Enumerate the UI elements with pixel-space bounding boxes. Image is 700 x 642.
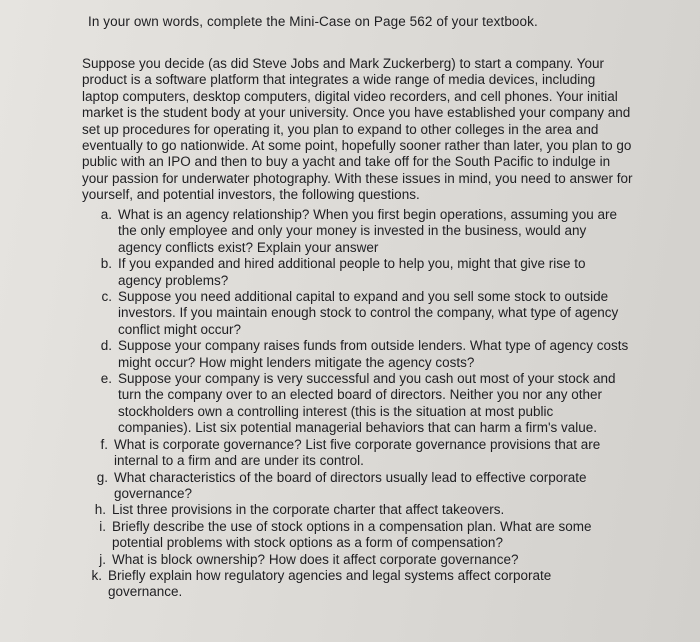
question-j xyxy=(82,552,692,568)
question-line: What is an agency relationship? When you first begin operations, assuming you are xyxy=(118,207,618,222)
question-text xyxy=(112,552,692,568)
question-b xyxy=(82,256,692,289)
instruction-heading: In your own words, complete the Mini-Case on Page 562 of your textbook. xyxy=(88,14,538,29)
question-list xyxy=(82,207,692,601)
question-line: agency conflicts exist? Explain your answer xyxy=(118,239,379,255)
question-line: investors. If you maintain enough stock to control the company, what type of agency xyxy=(118,305,619,321)
question-a xyxy=(82,207,692,256)
question-f xyxy=(82,437,692,470)
question-letter: k. xyxy=(91,567,102,583)
question-text xyxy=(118,371,692,437)
question-k xyxy=(82,568,692,601)
question-line: turn the company over to an elected board of directors. Neither you nor any other xyxy=(118,387,603,403)
question-line: companies). List six potential managerial behaviors that can harm a firm's value. xyxy=(118,420,598,436)
question-line: What is block ownership? How does it affect corporate governance? xyxy=(112,551,519,567)
question-g xyxy=(82,470,692,503)
question-letter: c. xyxy=(101,289,112,305)
intro-line: laptop computers, desktop computers, digital video recorders, and cell phones. Your initial xyxy=(82,88,618,104)
question-e xyxy=(82,371,692,437)
question-line: stockholders own a controlling interest (this is the situation at most public xyxy=(118,403,554,419)
question-line: the only employee and only your money is invested in the business, would any xyxy=(118,223,587,239)
question-line: Briefly describe the use of stock options in a compensation plan. What are some xyxy=(112,518,592,534)
question-text xyxy=(118,256,692,289)
question-letter: e. xyxy=(100,371,112,387)
intro-line: set up procedures for operating it, you plan to expand to other colleges in the area and xyxy=(82,121,599,137)
question-letter: j. xyxy=(99,551,106,567)
question-line: conflict might occur? xyxy=(118,321,242,337)
question-c xyxy=(82,289,692,338)
question-letter: d. xyxy=(100,338,112,354)
question-text xyxy=(118,207,692,256)
question-line: List three provisions in the corporate charter that affect takeovers. xyxy=(112,502,505,518)
question-h xyxy=(82,502,692,518)
question-line: Suppose your company is very successful and you cash out most of your stock and xyxy=(118,371,616,387)
question-letter: b. xyxy=(100,256,112,272)
question-text xyxy=(112,519,692,552)
question-text xyxy=(118,289,692,338)
question-letter: f. xyxy=(100,436,108,452)
question-letter: g. xyxy=(96,469,108,485)
question-letter: h. xyxy=(94,502,106,518)
intro-line: Suppose you decide (as did Steve Jobs and Mark Zuckerberg) to start a company. Your xyxy=(82,56,605,71)
question-line: Suppose you need additional capital to expand and you sell some stock to outside xyxy=(118,289,609,305)
question-line: Briefly explain how regulatory agencies and legal systems affect corporate xyxy=(108,567,552,583)
question-line: internal to a firm and are under its control. xyxy=(114,453,364,469)
intro-line: your passion for underwater photography. With these issues in mind, you need to answer for xyxy=(82,170,633,186)
question-line: governance? xyxy=(114,485,193,501)
question-d xyxy=(82,338,692,371)
question-text xyxy=(112,502,692,518)
case-intro-paragraph xyxy=(82,56,682,204)
question-text xyxy=(114,437,692,470)
question-letter: a. xyxy=(100,207,112,222)
question-letter: i. xyxy=(99,518,106,534)
question-line: potential problems with stock options as a form of compensation? xyxy=(112,535,503,551)
question-line: might occur? How might lenders mitigate the agency costs? xyxy=(118,354,475,370)
question-line: What is corporate governance? List five corporate governance provisions that are xyxy=(114,436,601,452)
intro-line: public with an IPO and then to buy a yacht and take off for the South Pacific to indulge in xyxy=(82,154,611,170)
intro-line: product is a software platform that integrates a wide range of media devices, including xyxy=(82,72,596,88)
question-text xyxy=(108,568,692,601)
question-line: If you expanded and hired additional people to help you, might that give rise to xyxy=(118,256,586,272)
question-i xyxy=(82,519,692,552)
question-text xyxy=(118,338,692,371)
question-line: agency problems? xyxy=(118,272,229,288)
intro-line: eventually to go nationwide. At some point, hopefully sooner rather than later, you plan to go xyxy=(82,138,632,154)
question-line: Suppose your company raises funds from outside lenders. What type of agency costs xyxy=(118,338,629,354)
question-text xyxy=(114,470,692,503)
intro-line: market is the student body at your university. Once you have established your company and xyxy=(82,105,631,121)
question-line: governance. xyxy=(108,584,183,600)
question-line: What characteristics of the board of directors usually lead to effective corporate xyxy=(114,469,587,485)
intro-line: yourself, and potential investors, the following questions. xyxy=(82,187,420,203)
